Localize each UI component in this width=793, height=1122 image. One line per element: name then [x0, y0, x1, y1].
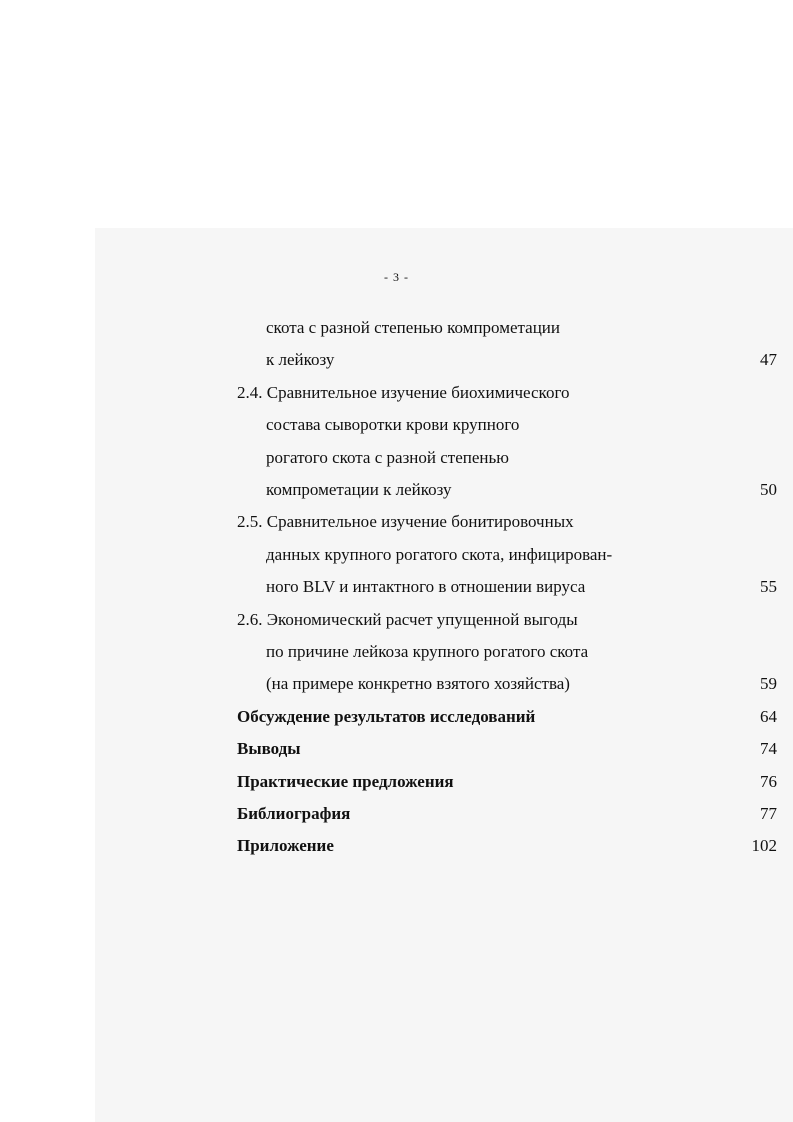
toc-entry [0, 413, 793, 437]
toc-entry [0, 834, 793, 858]
toc-entry-page: 59 [760, 674, 777, 694]
toc-entry-title: к лейкозу [266, 350, 335, 370]
toc-entry [0, 381, 793, 405]
toc-entry [0, 608, 793, 632]
toc-entry [0, 510, 793, 534]
toc-entry-page: 102 [751, 836, 777, 856]
toc-entry-title: (на примере конкретно взятого хозяйства) [266, 674, 570, 694]
toc-entry-title: скота с разной степенью компрометации [266, 318, 560, 337]
toc-entry-title: ного BLV и интактного в отношении вируса [266, 577, 586, 597]
toc-entry-title: Приложение [237, 836, 334, 856]
toc-entry [0, 348, 793, 372]
toc-entry-title: Выводы [237, 739, 301, 759]
toc-entry-title: компрометации к лейкозу [266, 480, 452, 499]
toc-entry-page: 74 [760, 739, 777, 759]
toc-entry-page: 55 [760, 577, 777, 597]
toc-entry-title: 2.4. Сравнительное изучение биохимического [237, 382, 570, 402]
toc-entry-page: 50 [760, 480, 777, 499]
toc-entry-title: состава сыворотки крови крупного [266, 415, 520, 435]
toc-entry-title: Обсуждение результатов исследований [237, 706, 536, 726]
toc-entry [0, 737, 793, 761]
toc-entry [0, 543, 793, 567]
toc-entry-page: 77 [760, 804, 777, 823]
toc-entry-title: рогатого скота с разной степенью [266, 447, 509, 467]
toc-entry [0, 672, 793, 696]
toc-entry-page: 47 [760, 350, 777, 370]
toc-entry-title: Библиография [237, 804, 351, 823]
toc-entry-title: 2.5. Сравнительное изучение бонитировочных [237, 512, 574, 532]
toc-entry [0, 770, 793, 794]
toc-entry-title: данных крупного рогатого скота, инфицирован- [266, 544, 613, 564]
toc-entry-title: 2.6. Экономический расчет упущенной выгоды [237, 609, 578, 629]
toc-entry-page: 64 [760, 706, 777, 726]
toc-entry [0, 705, 793, 729]
toc-entry-title: по причине лейкоза крупного рогатого скота [266, 642, 589, 661]
toc-entry-title: Практические предложения [237, 771, 454, 791]
page-number: - 3 - [384, 270, 409, 284]
toc-entry [0, 446, 793, 470]
toc-entry [0, 316, 793, 340]
toc-entry [0, 802, 793, 826]
toc-entry [0, 478, 793, 502]
toc-entry [0, 575, 793, 599]
toc-entry [0, 640, 793, 664]
toc-entry-page: 76 [760, 771, 777, 791]
